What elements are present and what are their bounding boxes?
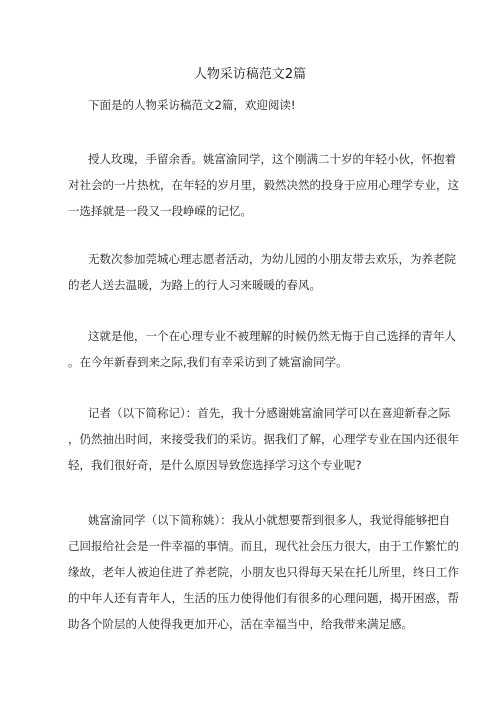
- paragraph-2: [68, 246, 456, 298]
- paragraph-line: 。在今年新春到来之际,我们有幸采访到了姚富渝同学。: [68, 355, 348, 369]
- intro-text: 下面是的人物采访稿范文2篇，欢迎阅读!: [88, 98, 296, 112]
- paragraph-line: 这就是他，一个在心理专业不被理解的时候仍然无悔于自己选择的青年人: [88, 329, 456, 343]
- paragraph-line: 缘故，老年人被迫住进了养老院，小朋友也只得每天呆在托儿所里，终日工作: [68, 565, 459, 579]
- paragraph-line: 的老人送去温暖，为路上的行人习来暖暖的春风。: [68, 278, 321, 292]
- paragraph-line: 授人玫瑰，手留余香。姚富渝同学，这个刚满二十岁的年轻小伙，怀抱着: [88, 152, 456, 166]
- paragraph-5: [68, 507, 459, 637]
- paragraph-line: ，仍然抽出时间，来接受我们的采访。据我们了解，心理学专业在国内还很年: [68, 432, 459, 446]
- paragraph-1: [68, 146, 459, 224]
- paragraph-line: 对社会的一片热枕，在年轻的岁月里，毅然决然的投身于应用心理学专业，这: [68, 178, 459, 192]
- paragraph-line: 记者（以下简称记）：首先，我十分感谢姚富渝同学可以在喜迎新春之际: [88, 406, 451, 420]
- paragraph-line: 己回报给社会是一件幸福的事情。而且，现代社会压力很大，由于工作繁忙的: [68, 539, 459, 553]
- paragraph-4: [68, 400, 459, 478]
- paragraph-line: 助各个阶层的人使得我更加开心，活在幸福当中，给我带来满足感。: [68, 617, 413, 631]
- document-title: 人物采访稿范文2篇: [193, 67, 307, 82]
- paragraph-line: 轻，我们很好奇，是什么原因导致您选择学习这个专业呢?: [68, 458, 362, 472]
- paragraph-line: 的中年人还有青年人，生活的压力使得他们有很多的心理问题，揭开困惑，帮: [68, 591, 459, 605]
- paragraph-line: 一选择就是一段又一段峥嵘的记忆。: [68, 204, 252, 218]
- paragraph-line: 姚富渝同学（以下简称姚）：我从小就想要帮到很多人，我觉得能够把自: [88, 513, 451, 527]
- paragraph-line: 无数次参加莞城心理志愿者活动，为幼儿园的小朋友带去欢乐，为养老院: [88, 252, 456, 266]
- paragraph-3: [68, 323, 456, 375]
